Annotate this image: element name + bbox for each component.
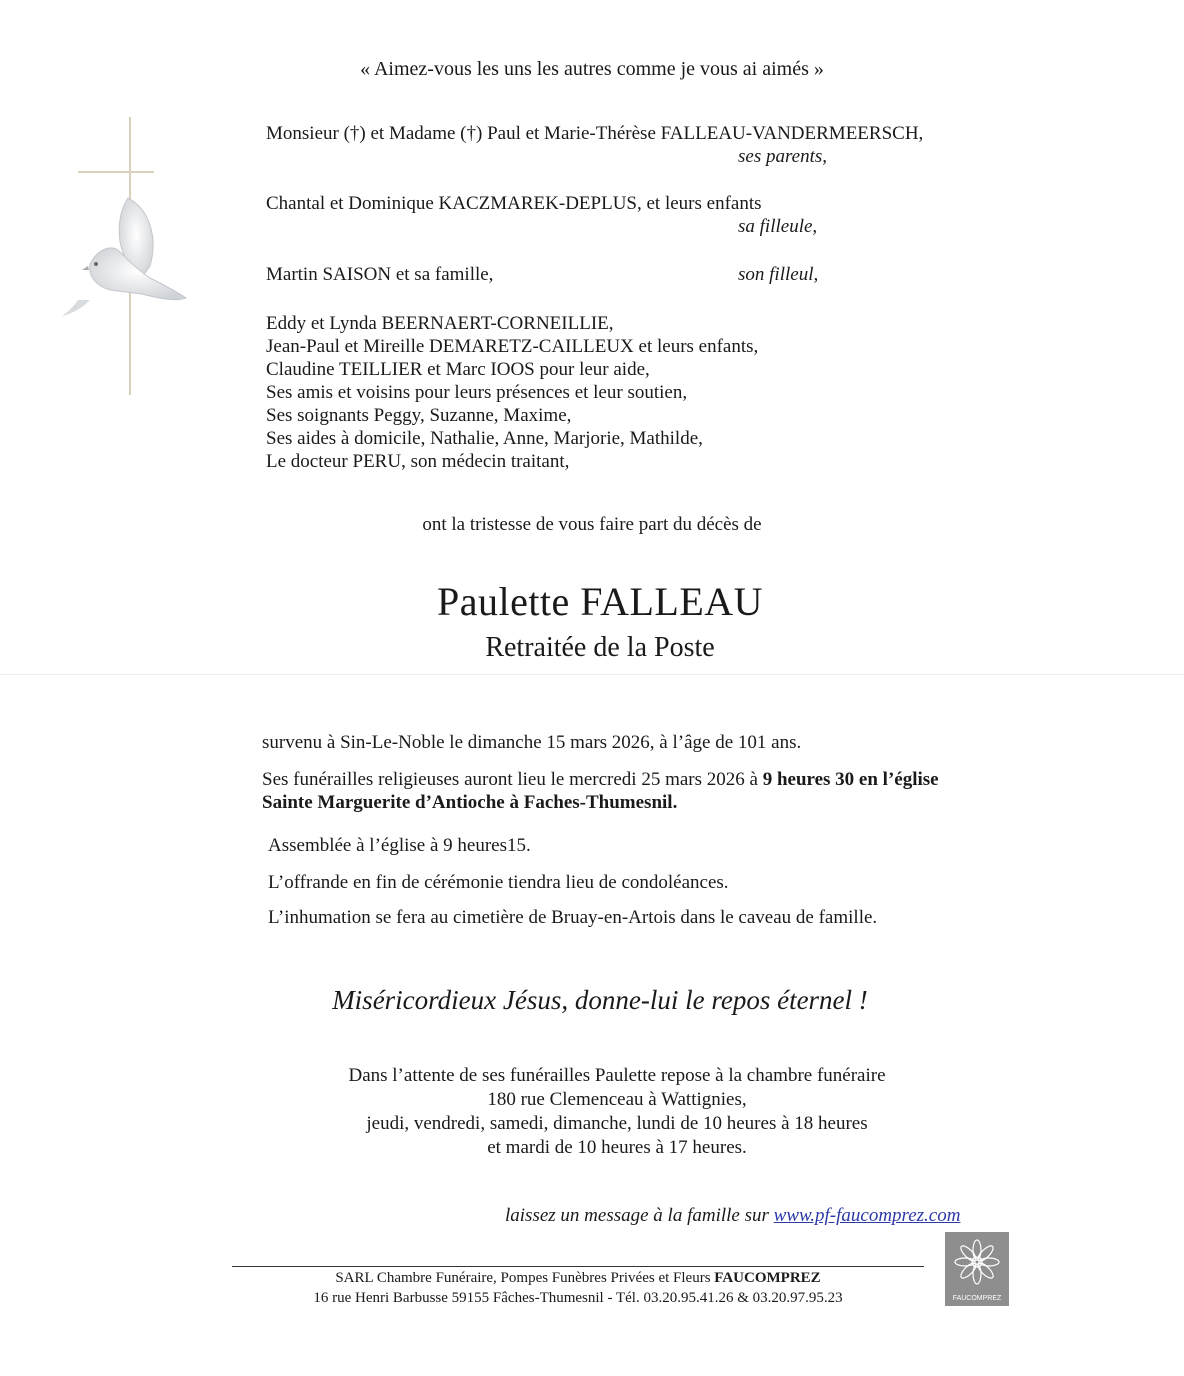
- website-link[interactable]: www.pf-faucomprez.com: [773, 1205, 961, 1226]
- assembly-info: Assemblée à l’église à 9 heures15.: [268, 835, 531, 856]
- mourner-line: Ses aides à domicile, Nathalie, Anne, Marjorie, Mathilde,: [266, 428, 703, 449]
- dove-icon: [58, 190, 190, 320]
- company-brand: FAUCOMPREZ: [714, 1270, 821, 1286]
- footer-divider: [232, 1266, 924, 1267]
- wake-info: [0, 1064, 1184, 1160]
- flower-logo-icon: [945, 1232, 1009, 1306]
- cross-horizontal: [78, 171, 154, 173]
- message-prefix: laissez un message à la famille sur: [505, 1205, 774, 1226]
- parents-line: Monsieur (†) et Madame (†) Paul et Marie-Thérèse FALLEAU-VANDERMEERSCH,: [266, 123, 924, 144]
- company-logo: [945, 1232, 1009, 1306]
- prayer: Miséricordieux Jésus, donne-lui le repos éternel !: [332, 985, 868, 1015]
- wake-line: 180 rue Clemenceau à Wattignies,: [487, 1089, 747, 1110]
- mourner-line: Ses soignants Peggy, Suzanne, Maxime,: [266, 405, 572, 426]
- funeral-church: Sainte Marguerite d’Antioche à Faches-Thumesnil.: [262, 792, 678, 813]
- wake-line: Dans l’attente de ses funérailles Paulette repose à la chambre funéraire: [348, 1065, 886, 1086]
- wake-line: jeudi, vendredi, samedi, dimanche, lundi de 10 heures à 18 heures: [366, 1113, 868, 1134]
- parents-role: ses parents,: [738, 146, 828, 167]
- mourner-line: Ses amis et voisins pour leurs présences et leur soutien,: [266, 382, 688, 403]
- mourner-line: Eddy et Lynda BEERNAERT-CORNEILLIE,: [266, 313, 614, 334]
- footer-line-2: 16 rue Henri Barbusse 59155 Fâches-Thumesnil - Tél. 03.20.95.41.26 & 03.20.97.95.23: [313, 1290, 843, 1306]
- goddaughter-line: Chantal et Dominique KACZMAREK-DEPLUS, et leurs enfants: [266, 193, 762, 214]
- mourner-line: Jean-Paul et Mireille DEMARETZ-CAILLEUX et leurs enfants,: [266, 336, 759, 357]
- company-desc: SARL Chambre Funéraire, Pompes Funèbres Privées et Fleurs: [335, 1270, 715, 1286]
- logo-text: FAUCOMPREZ: [952, 1295, 1002, 1302]
- deceased-name: Paulette FALLEAU: [436, 579, 764, 624]
- mourner-line: Le docteur PERU, son médecin traitant,: [266, 451, 570, 472]
- message-invite: [505, 1205, 960, 1227]
- goddaughter-role: sa filleule,: [738, 216, 818, 237]
- death-notice: survenu à Sin-Le-Noble le dimanche 15 mars 2026, à l’âge de 101 ans.: [262, 732, 802, 753]
- opening-quote: « Aimez-vous les uns les autres comme je vous ai aimés »: [360, 58, 824, 80]
- announcement-intro: ont la tristesse de vous faire part du décès de: [422, 514, 762, 535]
- offering-info: L’offrande en fin de cérémonie tiendra lieu de condoléances.: [268, 872, 729, 893]
- mourner-line: Claudine TEILLIER et Marc IOOS pour leur aide,: [266, 359, 650, 380]
- funeral-date: Ses funérailles religieuses auront lieu le mercredi 25 mars 2026 à: [262, 769, 763, 790]
- wake-line: et mardi de 10 heures à 17 heures.: [487, 1137, 747, 1158]
- burial-info: L’inhumation se fera au cimetière de Bruay-en-Artois dans le caveau de famille.: [268, 907, 878, 928]
- deceased-title: Retraitée de la Poste: [485, 632, 715, 663]
- footer: [232, 1268, 924, 1308]
- section-divider: [0, 674, 1184, 675]
- mourners-list: [266, 312, 758, 473]
- funeral-time: 9 heures 30 en l’église: [762, 769, 939, 790]
- footer-line-1: [232, 1268, 924, 1288]
- funeral-info: [262, 768, 1022, 814]
- godson-role: son filleul,: [738, 264, 819, 285]
- godson-line: Martin SAISON et sa famille,: [266, 264, 494, 285]
